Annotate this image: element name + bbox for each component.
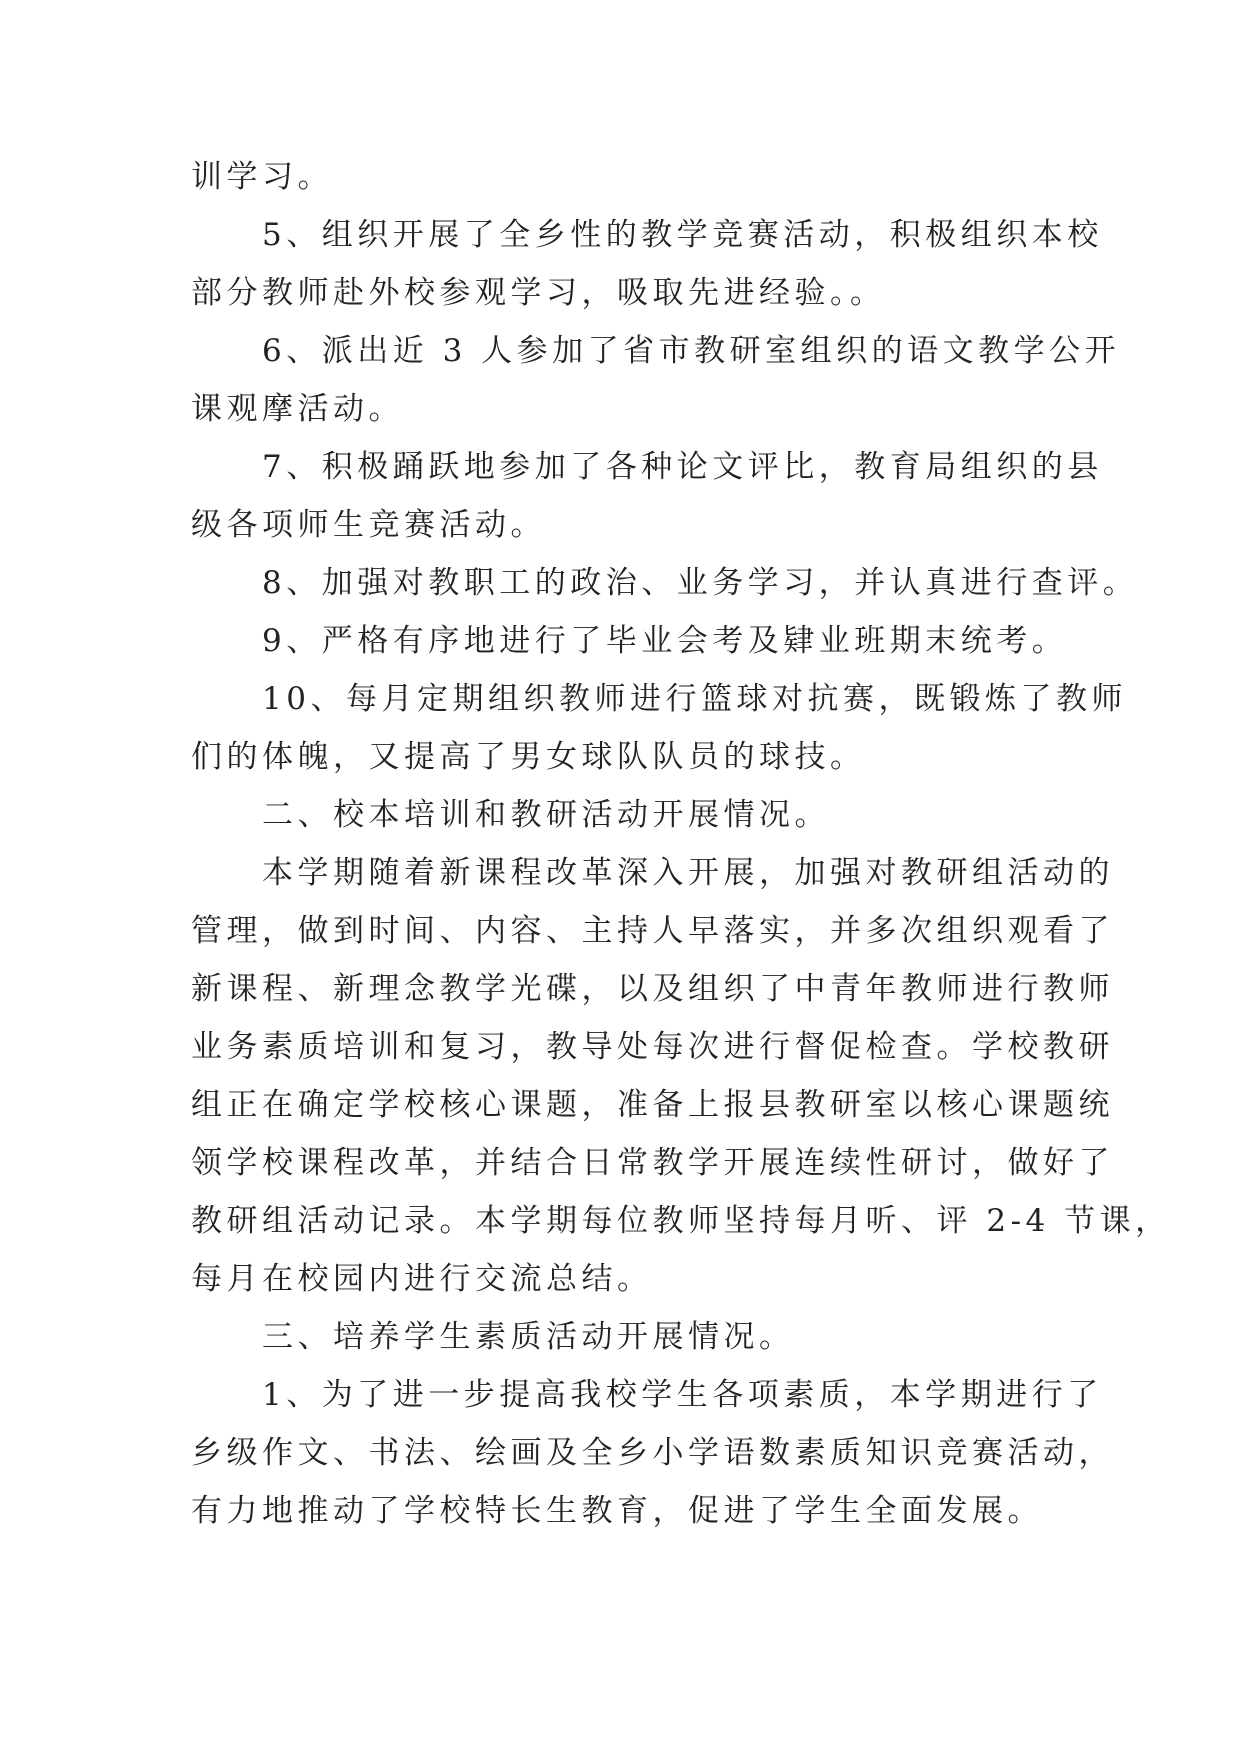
section-heading: 三、培养学生素质活动开展情况。 <box>191 1319 795 1355</box>
text-line: 组正在确定学校核心课题，准备上报县教研室以核心课题统 <box>191 1087 1114 1123</box>
text-line: 8、加强对教职工的政治、业务学习，并认真进行查评。 <box>191 565 1139 601</box>
text-line: 5、组织开展了全乡性的教学竞赛活动，积极组织本校 <box>191 217 1103 253</box>
text-line: 7、积极踊跃地参加了各种论文评比，教育局组织的县 <box>191 449 1103 485</box>
text-line: 新课程、新理念教学光碟，以及组织了中青年教师进行教师 <box>191 971 1114 1007</box>
text-line: 业务素质培训和复习，教导处每次进行督促检查。学校教研 <box>191 1029 1114 1065</box>
text-line: 每月在校园内进行交流总结。 <box>191 1261 653 1297</box>
text-line: 级各项师生竞赛活动。 <box>191 507 546 543</box>
text-line: 领学校课程改革，并结合日常教学开展连续性研讨，做好了 <box>191 1145 1114 1181</box>
text-line: 1、为了进一步提高我校学生各项素质，本学期进行了 <box>191 1377 1103 1413</box>
text-line: 们的体魄，又提高了男女球队队员的球技。 <box>191 739 866 775</box>
text-line: 6、派出近 3 人参加了省市教研室组织的语文教学公开 <box>191 333 1121 369</box>
text-line: 教研组活动记录。本学期每位教师坚持每月听、评 2-4 节课， <box>191 1203 1171 1239</box>
text-line: 有力地推动了学校特长生教育，促进了学生全面发展。 <box>191 1493 1043 1529</box>
text-line: 管理，做到时间、内容、主持人早落实，并多次组织观看了 <box>191 913 1114 949</box>
text-line: 本学期随着新课程改革深入开展，加强对教研组活动的 <box>191 855 1114 891</box>
text-line: 部分教师赴外校参观学习，吸取先进经验。。 <box>191 275 886 311</box>
text-line: 10、每月定期组织教师进行篮球对抗赛，既锻炼了教师 <box>191 681 1127 717</box>
text-line: 训学习。 <box>191 159 333 195</box>
text-line: 课观摩活动。 <box>191 391 404 427</box>
text-line: 乡级作文、书法、绘画及全乡小学语数素质知识竞赛活动， <box>191 1435 1114 1471</box>
text-line: 9、严格有序地进行了毕业会考及肄业班期末统考。 <box>191 623 1068 659</box>
document-body <box>191 148 1171 1540</box>
section-heading: 二、校本培训和教研活动开展情况。 <box>191 797 830 833</box>
